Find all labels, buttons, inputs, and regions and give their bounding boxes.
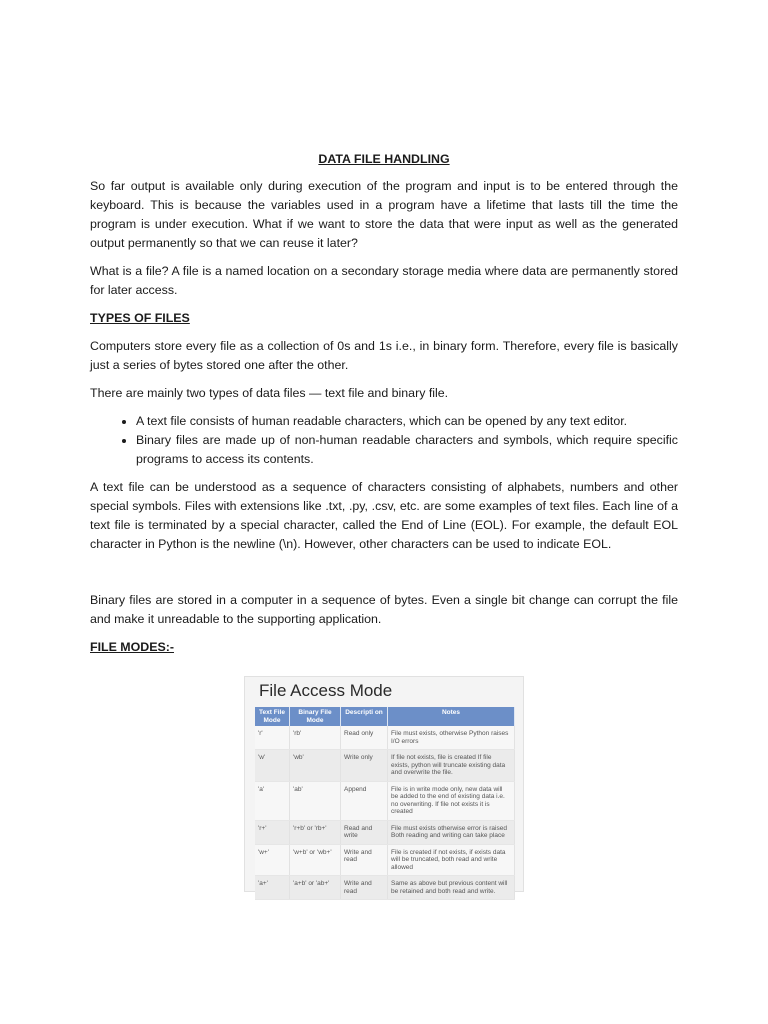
page-title: DATA FILE HANDLING [318, 152, 450, 166]
table-cell: 'a+' [255, 876, 290, 900]
table-header-row [255, 707, 515, 726]
table-cell: 'a' [255, 781, 290, 820]
document-body [90, 150, 678, 666]
table-cell: File is created if not exists, if exists data will be truncated, both read and write allowed [388, 844, 515, 876]
list-item: • Binary files are made up of non-human readable characters and symbols, which require specific programs to access its contents. [136, 431, 678, 469]
table-row [255, 781, 515, 820]
table-cell: 'wb' [290, 750, 341, 782]
paragraph-intro: So far output is available only during execution of the program and input is to be entered through the keyboard. This is because the variables used in a program have a lifetime that lasts till the time the program is under execution. What if we want to store the data that were input as well as the generated output permanently so that we can reuse it later? [90, 179, 678, 250]
paragraph-binary-file: Binary files are stored in a computer in a sequence of bytes. Even a single bit change can corrupt the file and make it unreadable to the supporting application. [90, 593, 678, 626]
table-cell: Write only [341, 750, 388, 782]
column-header: Notes [388, 707, 515, 726]
column-header: Descripti on [341, 707, 388, 726]
table-cell: Read and write [341, 820, 388, 844]
table-row [255, 844, 515, 876]
table-cell: 'w+b' or 'wb+' [290, 844, 341, 876]
table-cell: 'r+b' or 'rb+' [290, 820, 341, 844]
paragraph-binary-form: Computers store every file as a collection of 0s and 1s i.e., in binary form. Therefore, every file is basically just a series of bytes stored one after the other. [90, 339, 678, 372]
table-cell: If file not exists, file is created If file exists, python will truncate existing data and overwrite the file. [388, 750, 515, 782]
paragraph-two-types: There are mainly two types of data files — text file and binary file. [90, 386, 449, 400]
table-cell: 'ab' [290, 781, 341, 820]
column-header: Binary File Mode [290, 707, 341, 726]
spacer [90, 563, 678, 591]
paragraph-text-file: A text file can be understood as a sequence of characters consisting of alphabets, numbers and other special symbols. Files with extensions like .txt, .py, .csv, etc. are some examples of text files. Each line of a text file is terminated by a special character, called the End of Line (EOL). For example, the default EOL character in Python is the newline (\n). However, other characters can be used to indicate EOL. [90, 480, 678, 551]
table-cell: 'r+' [255, 820, 290, 844]
table-cell: 'w' [255, 750, 290, 782]
table-row [255, 820, 515, 844]
file-mode-table [255, 707, 515, 900]
table-cell: 'a+b' or 'ab+' [290, 876, 341, 900]
heading-types-of-files: TYPES OF FILES [90, 311, 190, 325]
file-access-mode-figure [244, 676, 524, 895]
table-cell: Same as above but previous content will be retained and both read and write. [388, 876, 515, 900]
paragraph-what-is-file: What is a file? A file is a named location on a secondary storage media where data are permanently stored for later access. [90, 264, 678, 297]
table-cell: 'r' [255, 726, 290, 750]
table-cell: File must exists, otherwise Python raises I/O errors [388, 726, 515, 750]
column-header: Text File Mode [255, 707, 290, 726]
table-row [255, 750, 515, 782]
list-item: • A text file consists of human readable characters, which can be opened by any text editor. [136, 412, 678, 431]
table-cell: Append [341, 781, 388, 820]
table-cell: 'rb' [290, 726, 341, 750]
table-cell: File is in write mode only, new data will be added to the end of existing data i.e. no overwriting. If file not exists it is created [388, 781, 515, 820]
file-types-list [90, 412, 678, 469]
table-cell: Read only [341, 726, 388, 750]
table-row [255, 726, 515, 750]
table-cell: Write and read [341, 876, 388, 900]
table-cell: 'w+' [255, 844, 290, 876]
figure-title: File Access Mode [259, 681, 393, 700]
table-cell: File must exists otherwise error is raised Both reading and writing can take place [388, 820, 515, 844]
heading-file-modes: FILE MODES:- [90, 640, 174, 654]
table-cell: Write and read [341, 844, 388, 876]
table-row [255, 876, 515, 900]
